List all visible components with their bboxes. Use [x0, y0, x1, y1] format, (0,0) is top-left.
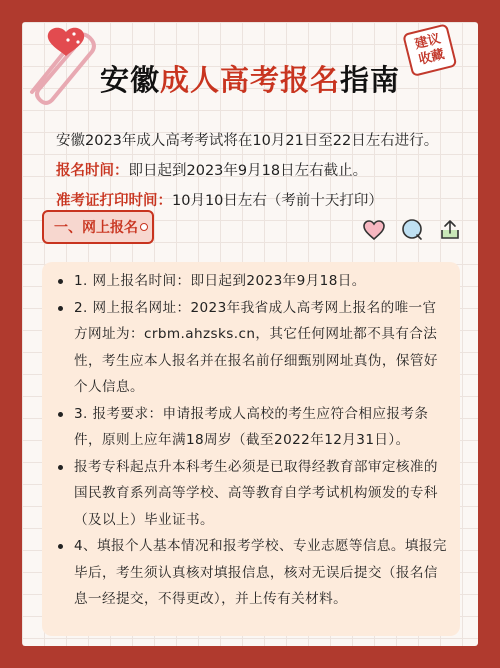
list-item: 报考专科起点升本科考生必须是已取得经教育部审定核准的国民教育系列高等学校、高等教育自学考试机构颁发的专科（及以上）毕业证书。: [58, 454, 450, 534]
title-part1: 安徽: [99, 63, 160, 97]
stamp-line1: 建议: [413, 31, 443, 53]
share-icon[interactable]: [438, 218, 462, 242]
list-item: 4、填报个人基本情况和报考学校、专业志愿等信息。填报完毕后，考生须认真核对填报信息，核对无误后提交（报名信息一经提交，不得更改），并上传有关材料。: [58, 533, 450, 613]
section-label: 一、网上报名: [54, 220, 138, 236]
title-part3: 指南: [340, 63, 401, 97]
content-panel: [42, 262, 460, 636]
action-icons: [362, 218, 462, 242]
registration-time-value: 即日起到2023年9月18日左右截止。: [128, 163, 368, 179]
guide-card: [22, 22, 478, 646]
registration-time: [56, 156, 458, 186]
ticket-print-label: 准考证打印时间：: [56, 193, 172, 209]
comment-icon[interactable]: [400, 218, 424, 242]
ticket-print-value: 10月10日左右（考前十天打印）: [172, 193, 383, 209]
requirements-list: [42, 262, 460, 613]
registration-time-label: 报名时间：: [56, 163, 129, 179]
section-dot-icon: [140, 223, 148, 231]
stamp-line2: 收藏: [417, 47, 447, 68]
section-tag: [42, 210, 154, 244]
title-part2: 成人高考报名: [159, 63, 340, 97]
intro-block: [56, 126, 458, 216]
list-item: 2. 网上报名网址：2023年我省成人高考网上报名的唯一官方网址为：crbm.ahzsks.cn，其它任何网址都不具有合法性，考生应本人报名并在报名前仔细甄别网址真伪，保管好个人信息。: [58, 295, 450, 401]
intro-line: 安徽2023年成人高考考试将在10月21日至22日左右进行。: [56, 133, 439, 149]
list-item: 1. 网上报名时间：即日起到2023年9月18日。: [58, 268, 450, 295]
page-title: [22, 58, 478, 99]
list-item: 3. 报考要求：申请报考成人高校的考生应符合相应报考条件，原则上应年满18周岁（截至2022年12月31日）。: [58, 401, 450, 454]
heart-icon[interactable]: [362, 218, 386, 242]
